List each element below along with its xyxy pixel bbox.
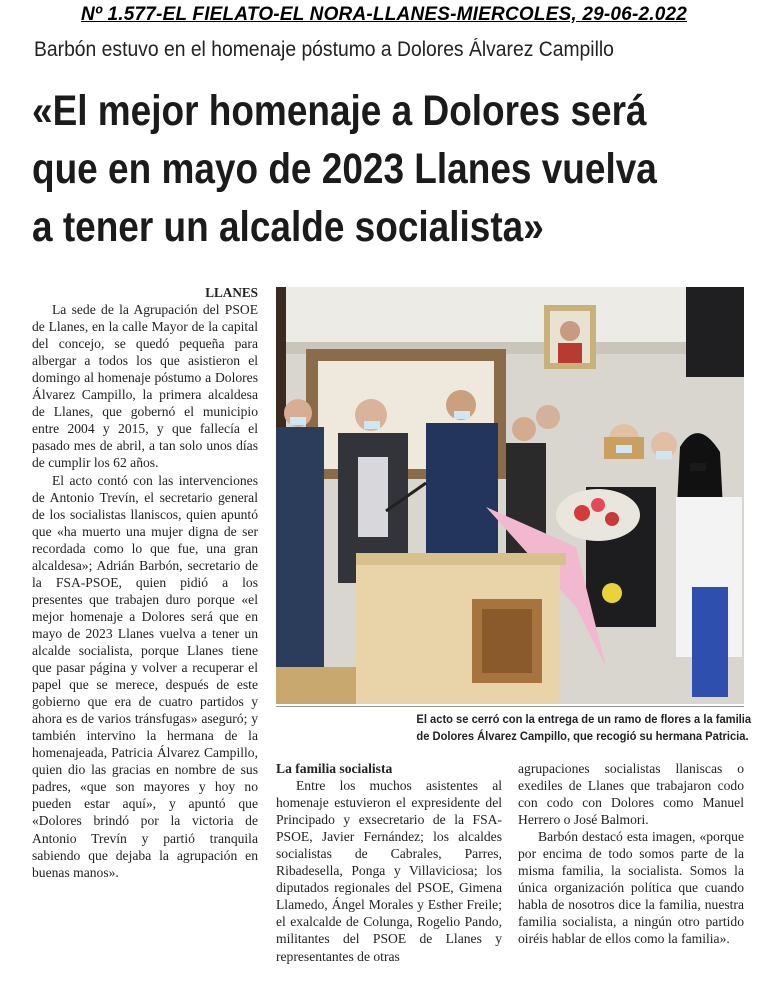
article-column-1 [32, 284, 258, 881]
masthead: Nº 1.577-EL FIELATO-EL NORA-LLANES-MIERCOLES, 29-06-2.022 [80, 4, 688, 25]
paragraph: El acto contó con las intervenciones de Antonio Trevín, el secretario general de los socialistas llaniscos, quien apuntó que «ha muerto una mujer digna de ser recordada como lo que fue, una gran alcaldesa»; Adrián Barbón, secretario de la FSA-PSOE, quien pidió a los presentes que trabajen duro porque «el mejor homenaje a Dolores será que en mayo de 2023 Llanes vuelva a tener un alcalde socialista, porque Llanes tiene que pasar página y volver a recuperar el papel que se merece, después de este gobierno que era de cuatro partidos y ahora es de varios tránsfugas» aseguró; y también intervino la hermana de la homenajeada, Patricia Álvarez Campillo, quien dio las gracias en nombre de sus padres, «que son mayores y hoy no pueden estar aquí», y apuntó que «Dolores brindó por la victoria de Antonio Trevín y partió tranquila sabiendo que dejaba la agrupación en buenas manos». [32, 472, 258, 880]
paragraph: Barbón destacó esta imagen, «porque por encima de todo somos parte de la misma familia, la socialista. Somos la única organización política que cuando habla de nosotros dice la familia, nuestra familia socialista, a ningún otro partido oiréis hablar de ellos como la familia». [518, 829, 744, 947]
subhead: La familia socialista [276, 761, 393, 776]
paragraph: La sede de la Agrupación del PSOE de Llanes, en la calle Mayor de la capital del concejo, se quedó pequeña para albergar a todos los que asistieron el domingo al homenaje póstumo a Dolores Álvarez Campillo, la primera alcaldesa de Llanes, que gobernó el municipio entre 2004 y 2015, y que fallecía el pasado mes de abril, a tan solo unos días de cumplir los 62 años. [32, 302, 258, 471]
article-column-3 [518, 760, 744, 948]
kicker: Barbón estuvo en el homenaje póstumo a Dolores Álvarez Campillo [34, 38, 614, 61]
photo-caption [380, 711, 752, 744]
byline: LLANES [205, 285, 258, 300]
paragraph: Entre los muchos asistentes al homenaje estuvieron el expresidente del Principado y exsecretario de la FSA-PSOE, Javier Fernández; los alcaldes socialistas de Cabrales, Parres, Ribadesella, Ponga y Villaviciosa; los diputados regionales del PSOE, Gimena Llamedo, Ángel Morales y Esther Freile; el exalcalde de Colunga, Rogelio Pando, militantes del PSOE de Llanes y representantes de otras [276, 778, 502, 964]
headline-line: que en mayo de 2023 Llanes vuelva [32, 145, 657, 193]
headline-line: «El mejor homenaje a Dolores será [32, 87, 647, 135]
caption-rule [276, 706, 744, 707]
event-photo [276, 287, 744, 704]
paragraph: agrupaciones socialistas llaniscas o exediles de Llanes que trabajaron codo con codo con Dolores como Manuel Herrero o José Balmori. [518, 761, 744, 828]
caption-line: El acto se cerró con la entrega de un ramo de flores a la familia [416, 712, 752, 726]
headline [32, 82, 752, 256]
headline-line: a tener un alcalde socialista» [32, 203, 544, 251]
caption-line: de Dolores Álvarez Campillo, que recogió su hermana Patricia. [416, 728, 749, 743]
article-column-2 [276, 760, 502, 965]
